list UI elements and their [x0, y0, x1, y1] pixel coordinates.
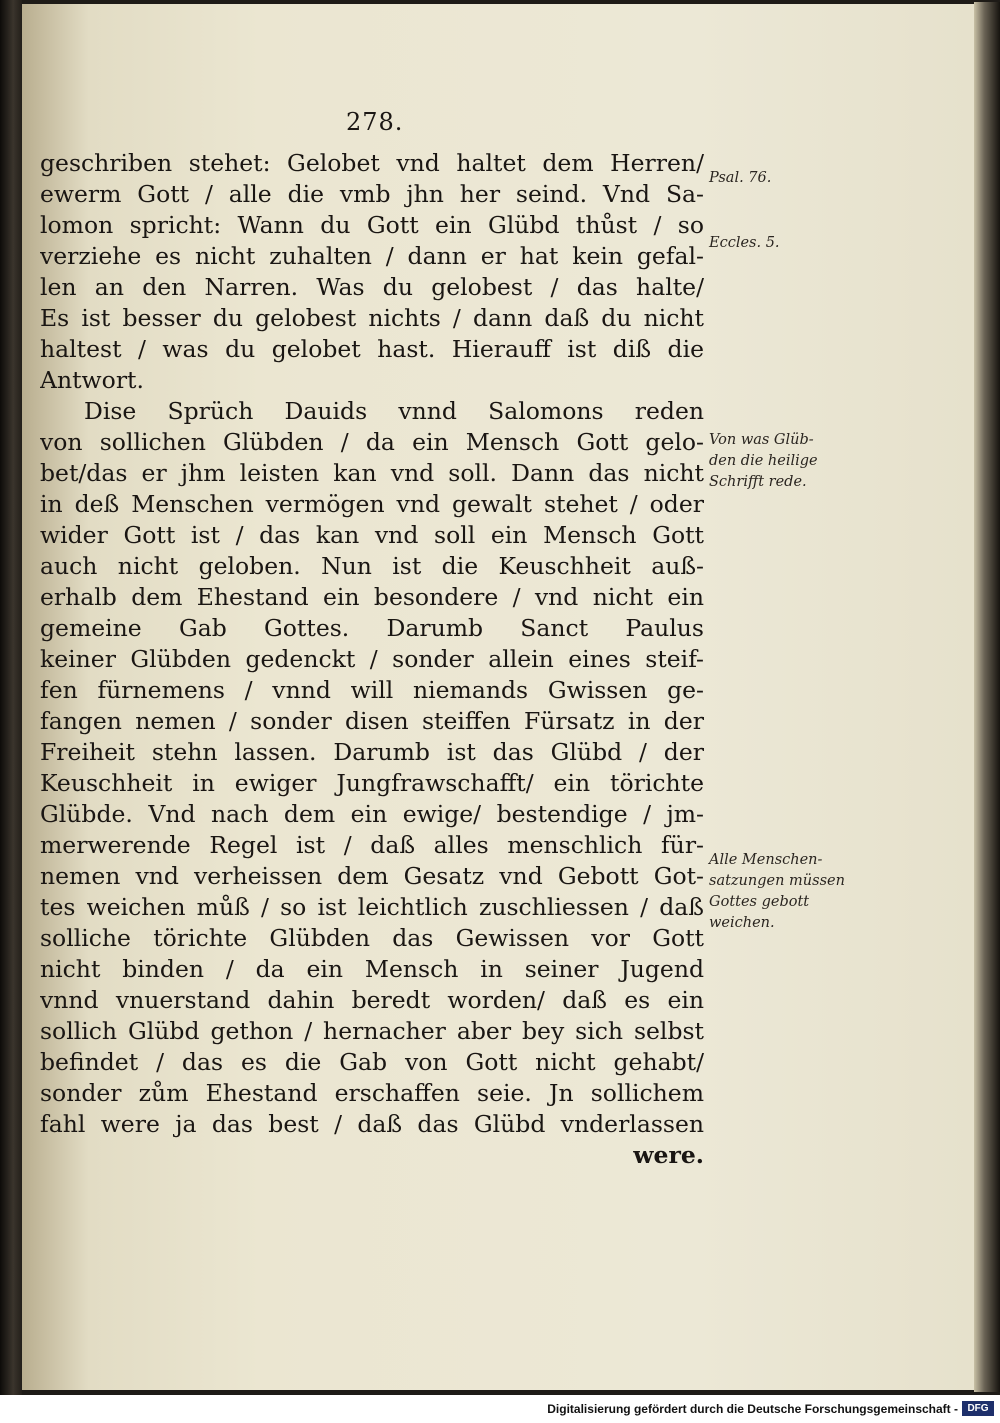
text-line: Es ist besser du gelobest nichts / dann daß du nicht [40, 304, 704, 332]
text-line: fahl were ja das best / daß das Glübd vnderlassen [40, 1110, 704, 1138]
page-number: 278. [346, 108, 404, 136]
margin-note-line: Psal. 76. [709, 170, 772, 186]
text-line: Keuschheit in ewiger Jungfrawschafft/ ein törichte [40, 769, 704, 797]
main-text-block [40, 148, 704, 1171]
margin-note-line: den die heilige [709, 453, 818, 469]
text-line: lomon spricht: Wann du Gott ein Glübd thůst / so [40, 211, 704, 239]
text-line: tes weichen můß / so ist leichtlich zuschliessen / daß [40, 893, 704, 921]
text-line: ewerm Gott / alle die vmb jhn her seind. Vnd Sa- [40, 180, 704, 208]
text-line: Glübde. Vnd nach dem ein ewige/ bestendige / jm- [40, 800, 704, 828]
book-spine [0, 0, 22, 1395]
margin-note-psalm [709, 168, 879, 189]
margin-note-line: Gottes gebott [709, 894, 810, 910]
text-line: Dise Sprüch Dauids vnnd Salomons reden [84, 397, 704, 425]
text-line: wider Gott ist / das kan vnd soll ein Mensch Gott [40, 521, 704, 549]
text-line: verziehe es nicht zuhalten / dann er hat kein gefal- [40, 242, 704, 270]
text-line: nemen vnd verheissen dem Gesatz vnd Gebott Got- [40, 862, 704, 890]
text-line: befindet / das es die Gab von Gott nicht gehabt/ [40, 1048, 704, 1076]
text-line: vnnd vnuerstand dahin beredt worden/ daß es ein [40, 986, 704, 1014]
digitization-footer [0, 1395, 1000, 1423]
text-line: Antwort. [40, 366, 144, 394]
funding-credit: Digitalisierung gefördert durch die Deutsche Forschungsgemeinschaft - [547, 1402, 958, 1416]
margin-note-human-statutes [709, 850, 879, 934]
text-line: merwerende Regel ist / daß alles menschlich für- [40, 831, 704, 859]
margin-note-line: Von was Glüb- [709, 432, 814, 448]
margin-note-line: Alle Menschen- [709, 852, 823, 868]
text-line: auch nicht geloben. Nun ist die Keuschheit auß- [40, 552, 704, 580]
text-line: haltest / was du gelobet hast. Hierauff ist diß die [40, 335, 704, 363]
margin-note-line: satzungen müssen [709, 873, 845, 889]
text-line: nicht binden / da ein Mensch in seiner Jugend [40, 955, 704, 983]
catchword: were. [633, 1141, 704, 1169]
text-line: sollich Glübd gethon / hernacher aber bey sich selbst [40, 1017, 704, 1045]
text-line: geschriben stehet: Gelobet vnd haltet dem Herren/ [40, 149, 704, 177]
text-line: fangen nemen / sonder disen steiffen Fürsatz in der [40, 707, 704, 735]
text-line: von sollichen Glübden / da ein Mensch Gott gelo- [40, 428, 704, 456]
text-line: in deß Menschen vermögen vnd gewalt stehet / oder [40, 490, 704, 518]
text-line: bet/das er jhm leisten kan vnd soll. Dann das nicht [40, 459, 704, 487]
text-line: gemeine Gab Gottes. Darumb Sanct Paulus [40, 614, 704, 642]
page-edge [974, 2, 1000, 1392]
margin-note-ecclesiastes [709, 233, 879, 254]
margin-note-line: weichen. [709, 915, 775, 931]
text-line: keiner Glübden gedenckt / sonder allein eines steif- [40, 645, 704, 673]
text-line: len an den Narren. Was du gelobest / das halte/ [40, 273, 704, 301]
margin-note-vows [709, 430, 879, 493]
margin-note-line: Eccles. 5. [709, 235, 780, 251]
text-line: erhalb dem Ehestand ein besondere / vnd nicht ein [40, 583, 704, 611]
text-line: solliche törichte Glübden das Gewissen vor Gott [40, 924, 704, 952]
margin-note-line: Schrifft rede. [709, 474, 807, 490]
text-line: sonder zům Ehestand erschaffen seie. Jn sollichem [40, 1079, 704, 1107]
text-line: fen fürnemens / vnnd will niemands Gwissen ge- [40, 676, 704, 704]
dfg-logo: DFG [962, 1401, 994, 1416]
text-line: Freiheit stehn lassen. Darumb ist das Glübd / der [40, 738, 704, 766]
